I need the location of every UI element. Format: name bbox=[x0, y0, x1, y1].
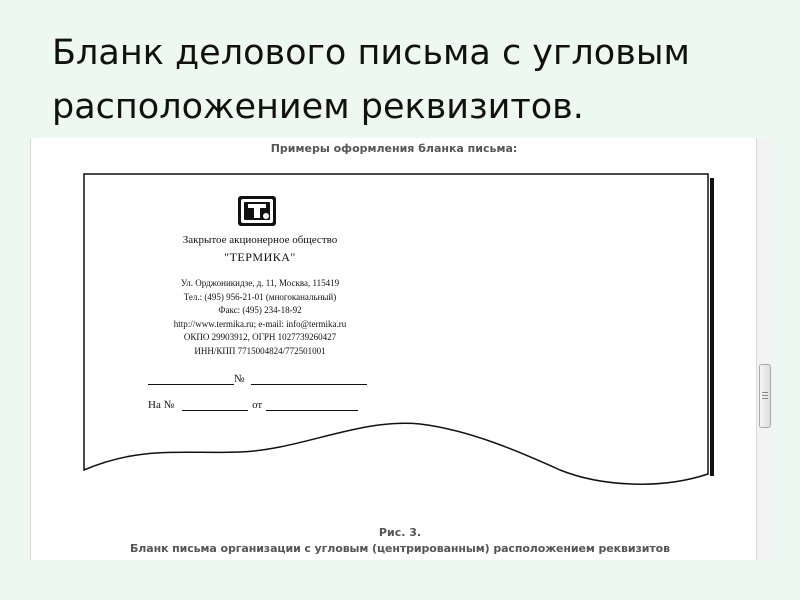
company-logo bbox=[238, 196, 276, 226]
grip-line-icon bbox=[762, 398, 768, 399]
org-name: "ТЕРМИКА" bbox=[224, 250, 296, 264]
figure-caption: Бланк письма организации с угловым (центрированным) расположением реквизитов bbox=[130, 542, 670, 555]
reply-label: На № bbox=[148, 399, 175, 411]
org-fax: Факс: (495) 234-18-92 bbox=[218, 305, 302, 315]
slide-title: Бланк делового письма с угловым расположением реквизитов. bbox=[52, 33, 690, 127]
figure-number: Рис. 3. bbox=[378, 526, 422, 539]
reply-number-blank-line bbox=[182, 398, 248, 411]
outgoing-number-row bbox=[148, 372, 367, 385]
date-blank-line bbox=[148, 372, 234, 385]
number-blank-line bbox=[251, 372, 367, 385]
org-web: http://www.termika.ru; e-mail: info@termika.ru bbox=[173, 319, 347, 329]
vertical-scrollbar[interactable] bbox=[756, 138, 774, 560]
org-type: Закрытое акционерное общество bbox=[182, 234, 338, 246]
reply-date-blank-line bbox=[266, 398, 358, 411]
org-address: Ул. Орджоникидзе, д. 11, Москва, 115419 bbox=[180, 278, 340, 288]
org-inn: ИНН/КПП 7715004824/772501001 bbox=[194, 346, 326, 356]
number-label: № bbox=[234, 373, 245, 385]
document-heading: Примеры оформления бланка письма: bbox=[270, 142, 518, 155]
from-label: от bbox=[252, 399, 263, 411]
scrollbar-thumb[interactable] bbox=[759, 364, 771, 428]
grip-line-icon bbox=[762, 395, 768, 396]
org-okpo: ОКПО 29903912, ОГРН 1027739260427 bbox=[183, 332, 337, 342]
reply-reference-row bbox=[148, 398, 358, 411]
grip-line-icon bbox=[762, 392, 768, 393]
org-phone: Тел.: (495) 956-21-01 (многоканальный) bbox=[183, 292, 337, 302]
